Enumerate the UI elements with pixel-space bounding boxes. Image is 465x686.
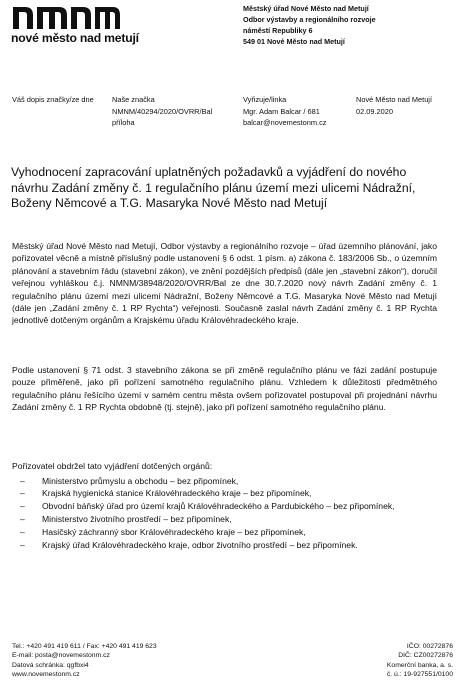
place-date xyxy=(356,94,432,117)
footer-dic: DIČ: CZ00272876 xyxy=(398,652,453,660)
paragraph-2: Podle ustanovení § 71 odst. 3 stavebního zákona se při změně regulačního plánu ve fázi zadání postupuje pouze přiměřeně, jako při pořízení samotného regulačního plánu. Vzhledem k důležitosti předmětného regulačního plánu řešícího území v samém centru města ovšem pořizovatel postupoval při projednání návrhu Zadání změny č. 1 RP Rychta obdobně (tj. stejně), jako při pořízení samotného regulačního plánu. xyxy=(12,365,437,413)
handled-by-value: Mgr. Adam Balcar / 681 xyxy=(243,106,320,116)
dash-bullet-icon: – xyxy=(20,475,25,486)
dash-bullet-icon: – xyxy=(20,501,25,512)
list-intro: Pořizovatel obdržel tato vyjádření dotčených orgánů: xyxy=(12,461,213,471)
sender-line: náměstí Republiky 6 xyxy=(243,26,313,35)
list-item: – Hasičský záchranný sbor Královéhradeckého kraje – bez připomínek, xyxy=(20,527,306,538)
handled-by-label: Vyřizuje/linka xyxy=(243,95,287,104)
sender-address xyxy=(243,3,376,47)
list-item: – Obvodní báňský úřad pro území krajů Královéhradeckého a Pardubického – bez připomínek, xyxy=(20,501,395,512)
handled-by xyxy=(243,94,327,129)
list-item: – Ministerstvo průmyslu a obchodu – bez připomínek, xyxy=(20,475,239,486)
sender-line: Odbor výstavby a regionálního rozvoje xyxy=(243,15,376,24)
footer-ico: IČO: 00272876 xyxy=(406,643,453,650)
footer-contacts xyxy=(12,642,157,679)
footer-bank xyxy=(387,642,453,679)
date-value: 02.09.2020 xyxy=(356,106,393,116)
footer-email[interactable]: E-mail: posta@novemestonm.cz xyxy=(12,652,110,660)
handled-by-email[interactable]: balcar@novemestonm.cz xyxy=(243,118,327,127)
place-label: Nové Město nad Metují xyxy=(356,95,432,104)
list-item: – Krajský úřad Královéhradeckého kraje, odbor životního prostředí – bez připomínek. xyxy=(20,540,358,551)
footer-website[interactable]: www.novemestonm.cz xyxy=(12,670,80,678)
footer-phone: Tel.: +420 491 419 611 / Fax: +420 491 419 623 xyxy=(12,643,157,650)
city-name: nové město nad metují xyxy=(11,31,139,45)
your-ref xyxy=(12,94,94,106)
footer-bank-name: Komerční banka, a. s. xyxy=(386,661,453,669)
dash-bullet-icon: – xyxy=(20,514,25,525)
our-ref-value: NMNM/40294/2020/OVRR/Bal xyxy=(112,106,213,116)
list-item: – Krajská hygienická stanice Královéhradeckého kraje – bez připomínek, xyxy=(20,488,312,499)
your-ref-label: Váš dopis značky/ze dne xyxy=(12,95,94,104)
statements-list xyxy=(12,460,452,552)
dash-bullet-icon: – xyxy=(20,527,25,538)
footer-account: č. ú.: 19-927551/0100 xyxy=(386,670,453,678)
dash-bullet-icon: – xyxy=(20,540,25,551)
sender-line: 549 01 Nové Město nad Metují xyxy=(243,37,345,46)
list-item: – Ministerstvo životního prostředí – bez připomínek, xyxy=(20,514,232,525)
our-ref-label: Naše značka xyxy=(112,95,155,104)
document-title: Vyhodnocení zapracování uplatněných požadavků a vyjádření do nového návrhu Zadání změny č. 1 regulačního plánu území mezi ulicemi Nádražní, Boženy Němcové a T.G. Masaryka Nové Město nad Metují xyxy=(11,165,416,211)
city-logo xyxy=(11,3,122,30)
dash-bullet-icon: – xyxy=(20,488,25,499)
our-ref xyxy=(112,94,212,129)
footer-data-box: Datová schránka: qgfbxi4 xyxy=(12,661,89,669)
attachment-label: příloha xyxy=(112,118,135,127)
paragraph-1: Městský úřad Nové Město nad Metují, Odbor výstavby a regionálního rozvoje – úřad územního plánování, jako pořizovatel věcně a místně příslušný podle ustanovení § 6 odst. 1 písm. a) zákona č. 183/2006 Sb., o územním plánování a stavebním řádu (stavební zákon), ve znění pozdějších předpisů (dále jen „stavební zákon“), doručil veřejnou vyhláškou č.j. NMNM/38948/2020/OVRR/Bal ze dne 30.7.2020 nový návrh Zadání změny č. 1 regulačního plánu území mezi ulicemi Nádražní, Boženy Němcové a T.G. Masaryka Nové Město nad Metují (dále jen „Zadání změny č. 1 RP Rychta“) veřejnosti. Současně zaslal návrh Zadání změny č. 1 RP Rychta jednotlivě dotčeným orgánům a Krajskému úřadu Královéhradeckého kraje. xyxy=(12,241,437,326)
sender-line: Městský úřad Nové Město nad Metují xyxy=(243,4,369,13)
